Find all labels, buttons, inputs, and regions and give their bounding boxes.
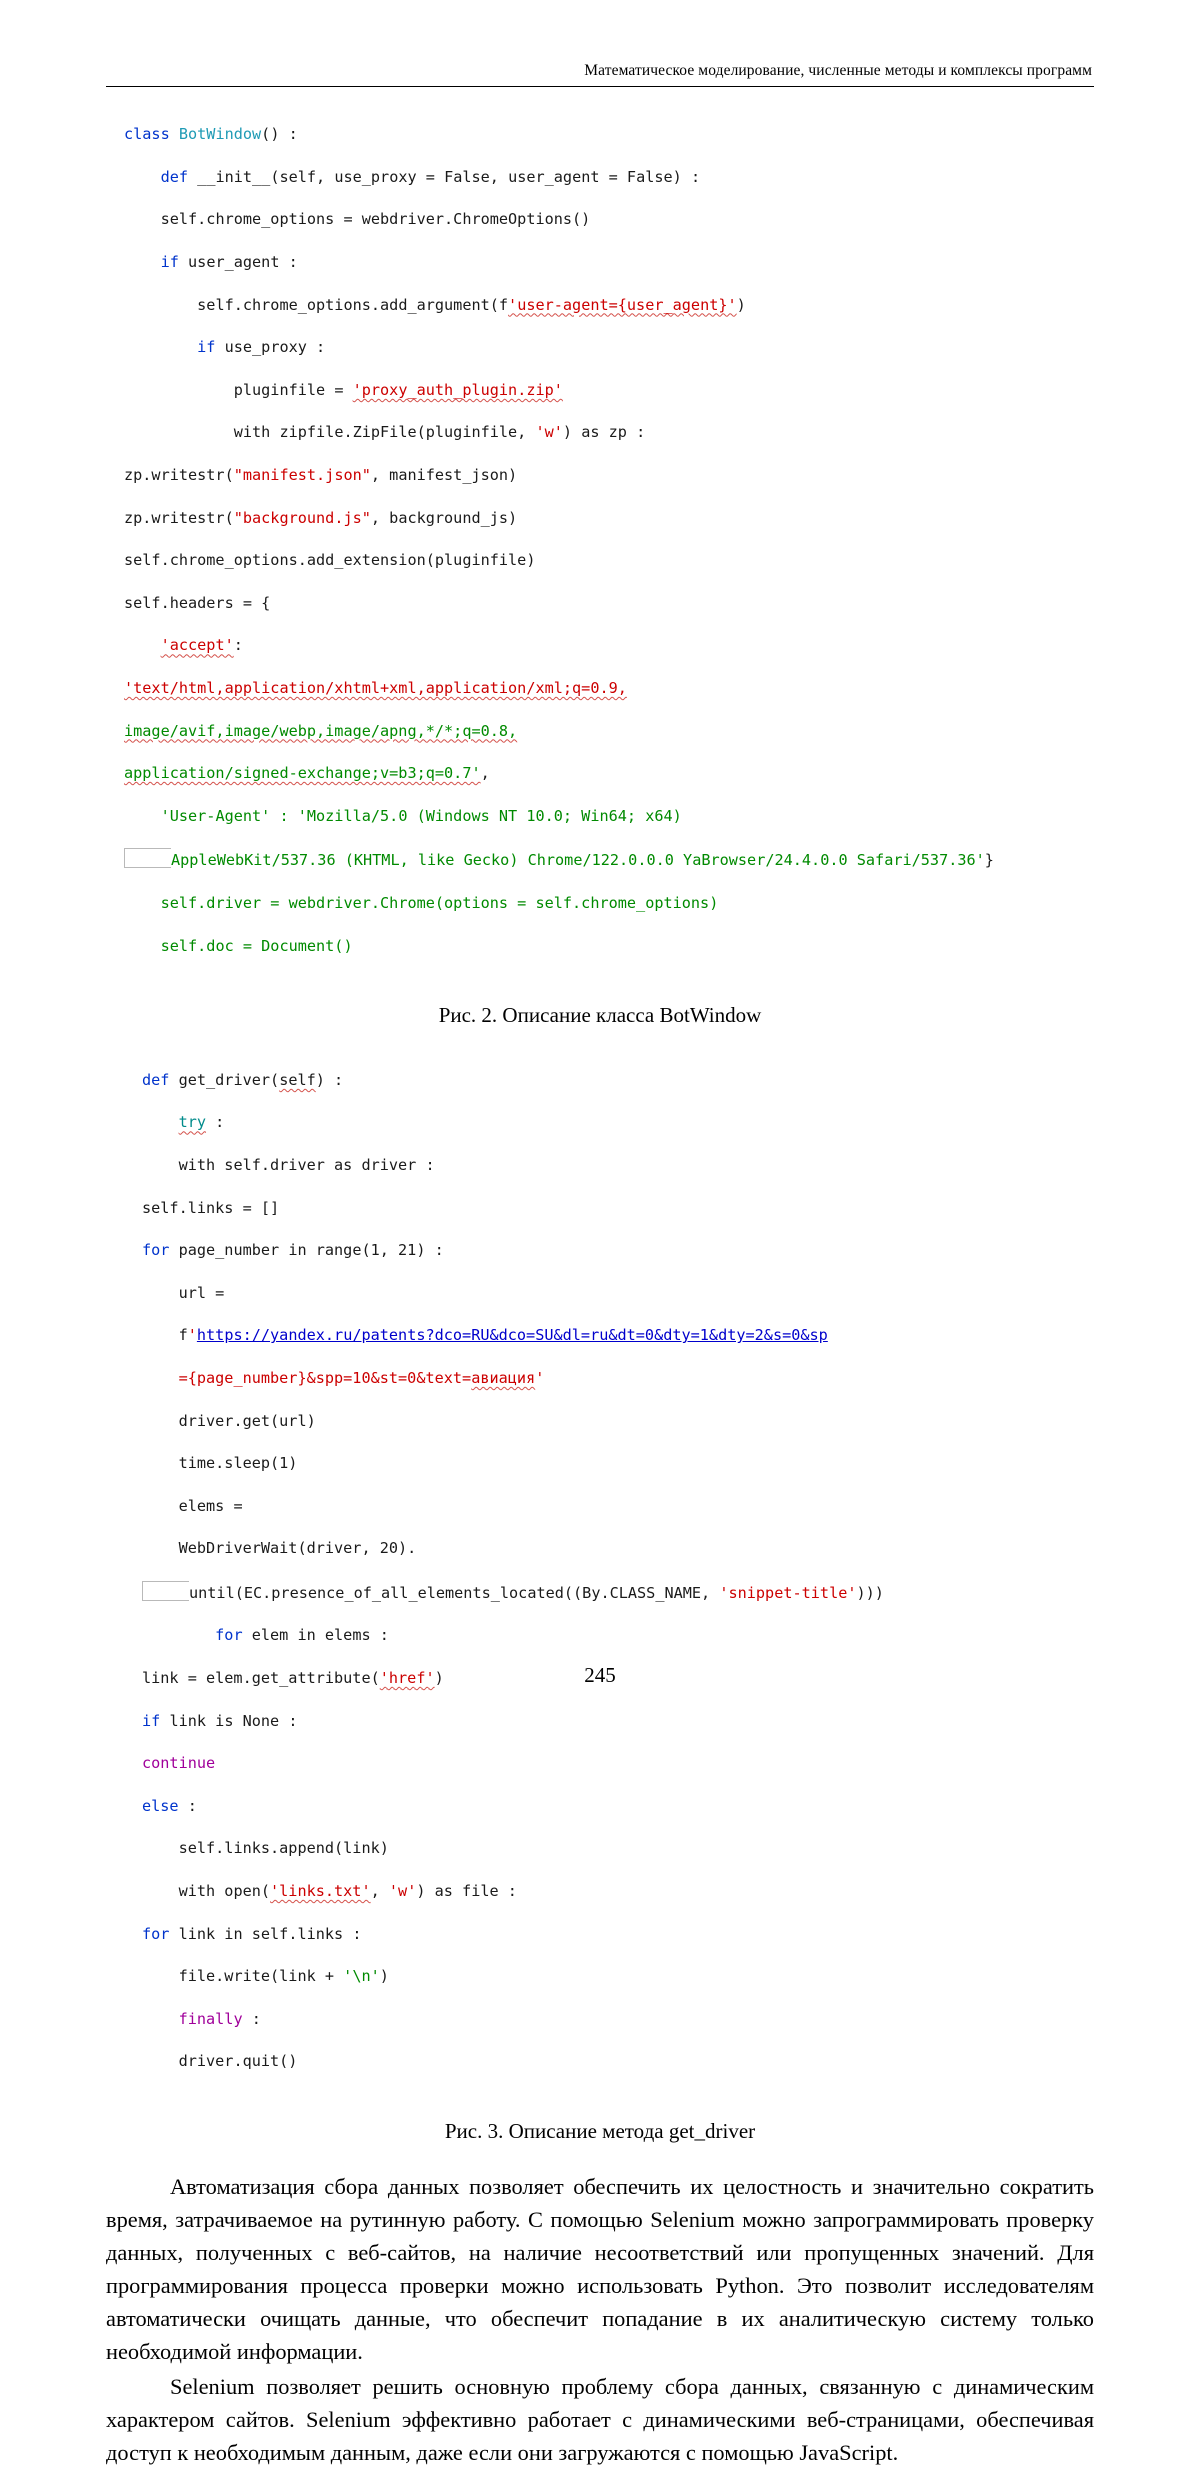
code-line: zp.writestr("background.js", background_js): [124, 508, 518, 527]
header-rule: [106, 86, 1094, 87]
code-line: self.links = []: [142, 1198, 280, 1217]
code-line: pluginfile = 'proxy_auth_plugin.zip': [124, 380, 563, 399]
document-page: [0, 62, 1200, 2466]
code-line: self.chrome_options = webdriver.ChromeOptions(): [124, 210, 591, 229]
code-line: try :: [178, 1113, 225, 1132]
cursor-box: [142, 1581, 189, 1601]
code-line: 'User-Agent' : 'Mozilla/5.0 (Windows NT 10.0; Win64; x64): [160, 806, 682, 825]
code-line: self.driver = webdriver.Chrome(options = self.chrome_options): [124, 893, 719, 912]
code-line: if link is None :: [142, 1711, 298, 1730]
code-line: with zipfile.ZipFile(pluginfile, 'w') as zp :: [124, 423, 646, 442]
page-number: 245: [584, 1663, 616, 1687]
paragraph-1: Автоматизация сбора данных позволяет обеспечить их целостность и значительно сократить время, затрачиваемое на рутинную работу. С помощью Selenium можно запрограммировать проверку данных, полученных с веб-сайтов, на наличие несоответствий или пропущенных значений. Для программирования процесса проверки можно использовать Python. Это позволит исследователям автоматически очищать данные, что обеспечит попадание в их аналитическую систему только необходимой информации.: [106, 2174, 1094, 2365]
code-line: url =: [142, 1283, 225, 1302]
figure-2-caption: Рис. 2. Описание класса BotWindow: [438, 1003, 762, 1028]
code-line: self.chrome_options.add_extension(pluginfile): [124, 551, 536, 570]
code-block-botwindow: [124, 103, 1094, 999]
code-line: finally :: [178, 2009, 261, 2028]
code-line: zp.writestr("manifest.json", manifest_json): [124, 466, 518, 485]
code-line: elems =: [142, 1496, 243, 1515]
code-line: until(EC.presence_of_all_elements_located((By.CLASS_NAME, 'snippet-title'))): [142, 1581, 1094, 1604]
code-line: driver.quit(): [142, 2052, 298, 2071]
figure-3-caption: Рис. 3. Описание метода get_driver: [444, 2119, 756, 2144]
paragraph-2: Selenium позволяет решить основную проблему сбора данных, связанную с динамическим характером сайтов. Selenium эффективно работает с динамическими веб-страницами, обеспечивая доступ к необходимым данным, даже если они загружаются с помощью JavaScript.: [106, 2374, 1094, 2466]
code-line: AppleWebKit/537.36 (KHTML, like Gecko) Chrome/122.0.0.0 YaBrowser/24.4.0.0 Safari/537.36'}: [124, 848, 1094, 871]
code-line: 'text/html,application/xhtml+xml,application/xml;q=0.9,: [124, 679, 627, 698]
running-head: Математическое моделирование, численные методы и комплексы программ: [584, 62, 1092, 79]
code-line: file.write(link + '\n'): [142, 1967, 389, 1986]
code-line: with open('links.txt', 'w') as file :: [142, 1882, 517, 1901]
body-text: [106, 2170, 1094, 2469]
code-line: for elem in elems :: [215, 1626, 389, 1645]
code-line: driver.get(url): [142, 1411, 316, 1430]
code-line: with self.driver as driver :: [142, 1155, 435, 1174]
code-line: ={page_number}&spp=10&st=0&text=авиация': [142, 1368, 545, 1387]
code-line: for link in self.links :: [142, 1924, 362, 1943]
cursor-box: [124, 848, 171, 868]
code-line: f'https://yandex.ru/patents?dco=RU&dco=SU&dl=ru&dt=0&dty=1&dty=2&s=0&sp: [142, 1326, 828, 1345]
code-line: 'accept':: [160, 636, 243, 655]
code-line: link = elem.get_attribute('href'): [142, 1669, 444, 1688]
code-line: self.headers = {: [124, 593, 271, 612]
code-line: class BotWindow() :: [124, 125, 298, 144]
code-line: def get_driver(self) :: [142, 1070, 344, 1089]
code-line: continue: [142, 1754, 216, 1773]
code-line: for page_number in range(1, 21) :: [142, 1241, 444, 1260]
code-line: def __init__(self, use_proxy = False, user_agent = False) :: [160, 167, 701, 186]
code-line: self.links.append(link): [142, 1839, 389, 1858]
code-line: else :: [142, 1796, 197, 1815]
code-line: if user_agent :: [160, 253, 298, 272]
code-line: image/avif,image/webp,image/apng,*/*;q=0.8,: [124, 721, 518, 740]
code-line: self.doc = Document(): [124, 936, 353, 955]
code-line: if use_proxy :: [197, 338, 326, 357]
code-line: WebDriverWait(driver, 20).: [142, 1539, 417, 1558]
code-line: application/signed-exchange;v=b3;q=0.7',: [124, 764, 490, 783]
code-line: time.sleep(1): [142, 1454, 298, 1473]
code-block-get-driver: [142, 1048, 1094, 2115]
code-line: self.chrome_options.add_argument(f'user-agent={user_agent}'): [124, 295, 746, 314]
